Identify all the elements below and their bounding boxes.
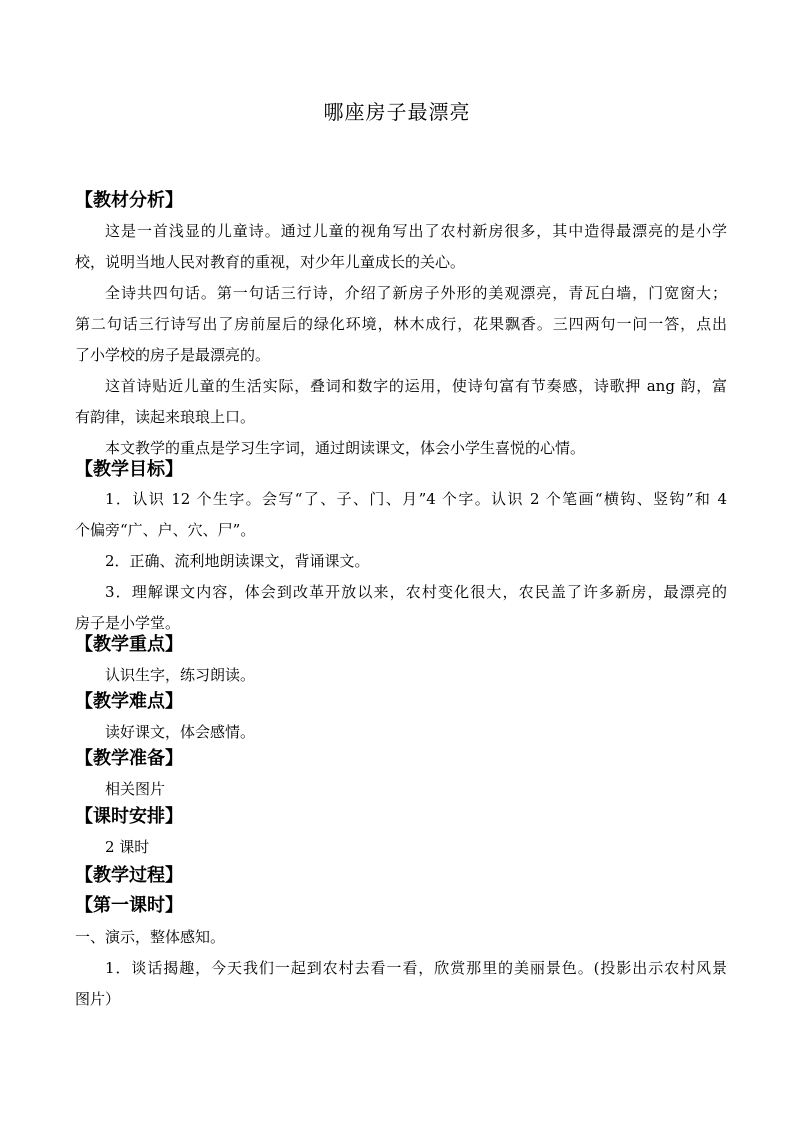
preparation-text: 相关图片 <box>105 780 166 798</box>
heading-first-lesson: 【第一课时】 <box>75 895 183 916</box>
goal-line: 1．认识 12 个生字。会写“了、子、门、月”4 个字。认识 2 个笔画“横钩、竖钩”和 4 <box>105 490 727 508</box>
paragraph-line: 全诗共四句话。第一句话三行诗，介绍了新房子外形的美观漂亮，青瓦白墙，门宽窗大； <box>105 284 727 302</box>
schedule-text: 2 课时 <box>105 838 150 856</box>
step-heading: 一、演示，整体感知。 <box>75 928 226 946</box>
paragraph-line: 有韵律，读起来琅琅上口。 <box>75 408 256 426</box>
heading-schedule: 【课时安排】 <box>75 806 183 827</box>
goal-line: 个偏旁“广、户、穴、尸”。 <box>75 521 256 539</box>
heading-preparation: 【教学准备】 <box>75 748 183 769</box>
heading-difficulties: 【教学难点】 <box>75 691 183 712</box>
paragraph-line: 这首诗贴近儿童的生活实际，叠词和数字的运用，使诗句富有节奏感，诗歌押 ang 韵，富 <box>105 377 727 395</box>
goal-line: 3．理解课文内容，体会到改革开放以来，农村变化很大，农民盖了许多新房，最漂亮的 <box>105 583 727 601</box>
key-points-text: 认识生字，练习朗读。 <box>105 666 256 684</box>
heading-analysis: 【教材分析】 <box>75 190 183 211</box>
difficulties-text: 读好课文，体会感情。 <box>105 723 256 741</box>
heading-key-points: 【教学重点】 <box>75 634 183 655</box>
paragraph-line: 了小学校的房子是最漂亮的。 <box>75 346 271 364</box>
heading-goals: 【教学目标】 <box>75 459 183 480</box>
goal-line: 房子是小学堂。 <box>75 614 181 632</box>
document-title: 哪座房子最漂亮 <box>323 100 471 124</box>
heading-process: 【教学过程】 <box>75 865 183 886</box>
step-line: 图片） <box>75 990 121 1008</box>
goal-line: 2．正确、流利地朗读课文，背诵课文。 <box>105 552 370 570</box>
paragraph-line: 校，说明当地人民对教育的重视，对少年儿童成长的关心。 <box>75 253 466 271</box>
step-line: 1．谈话揭趣，今天我们一起到农村去看一看，欣赏那里的美丽景色。(投影出示农村风景 <box>105 959 727 977</box>
paragraph-line: 第二句话三行诗写出了房前屋后的绿化环境，林木成行，花果飘香。三四两句一问一答，点出 <box>75 315 727 333</box>
paragraph-line: 这是一首浅显的儿童诗。通过儿童的视角写出了农村新房很多，其中造得最漂亮的是小学 <box>105 222 727 240</box>
paragraph-line: 本文教学的重点是学习生字词，通过朗读课文，体会小学生喜悦的心情。 <box>105 439 586 457</box>
